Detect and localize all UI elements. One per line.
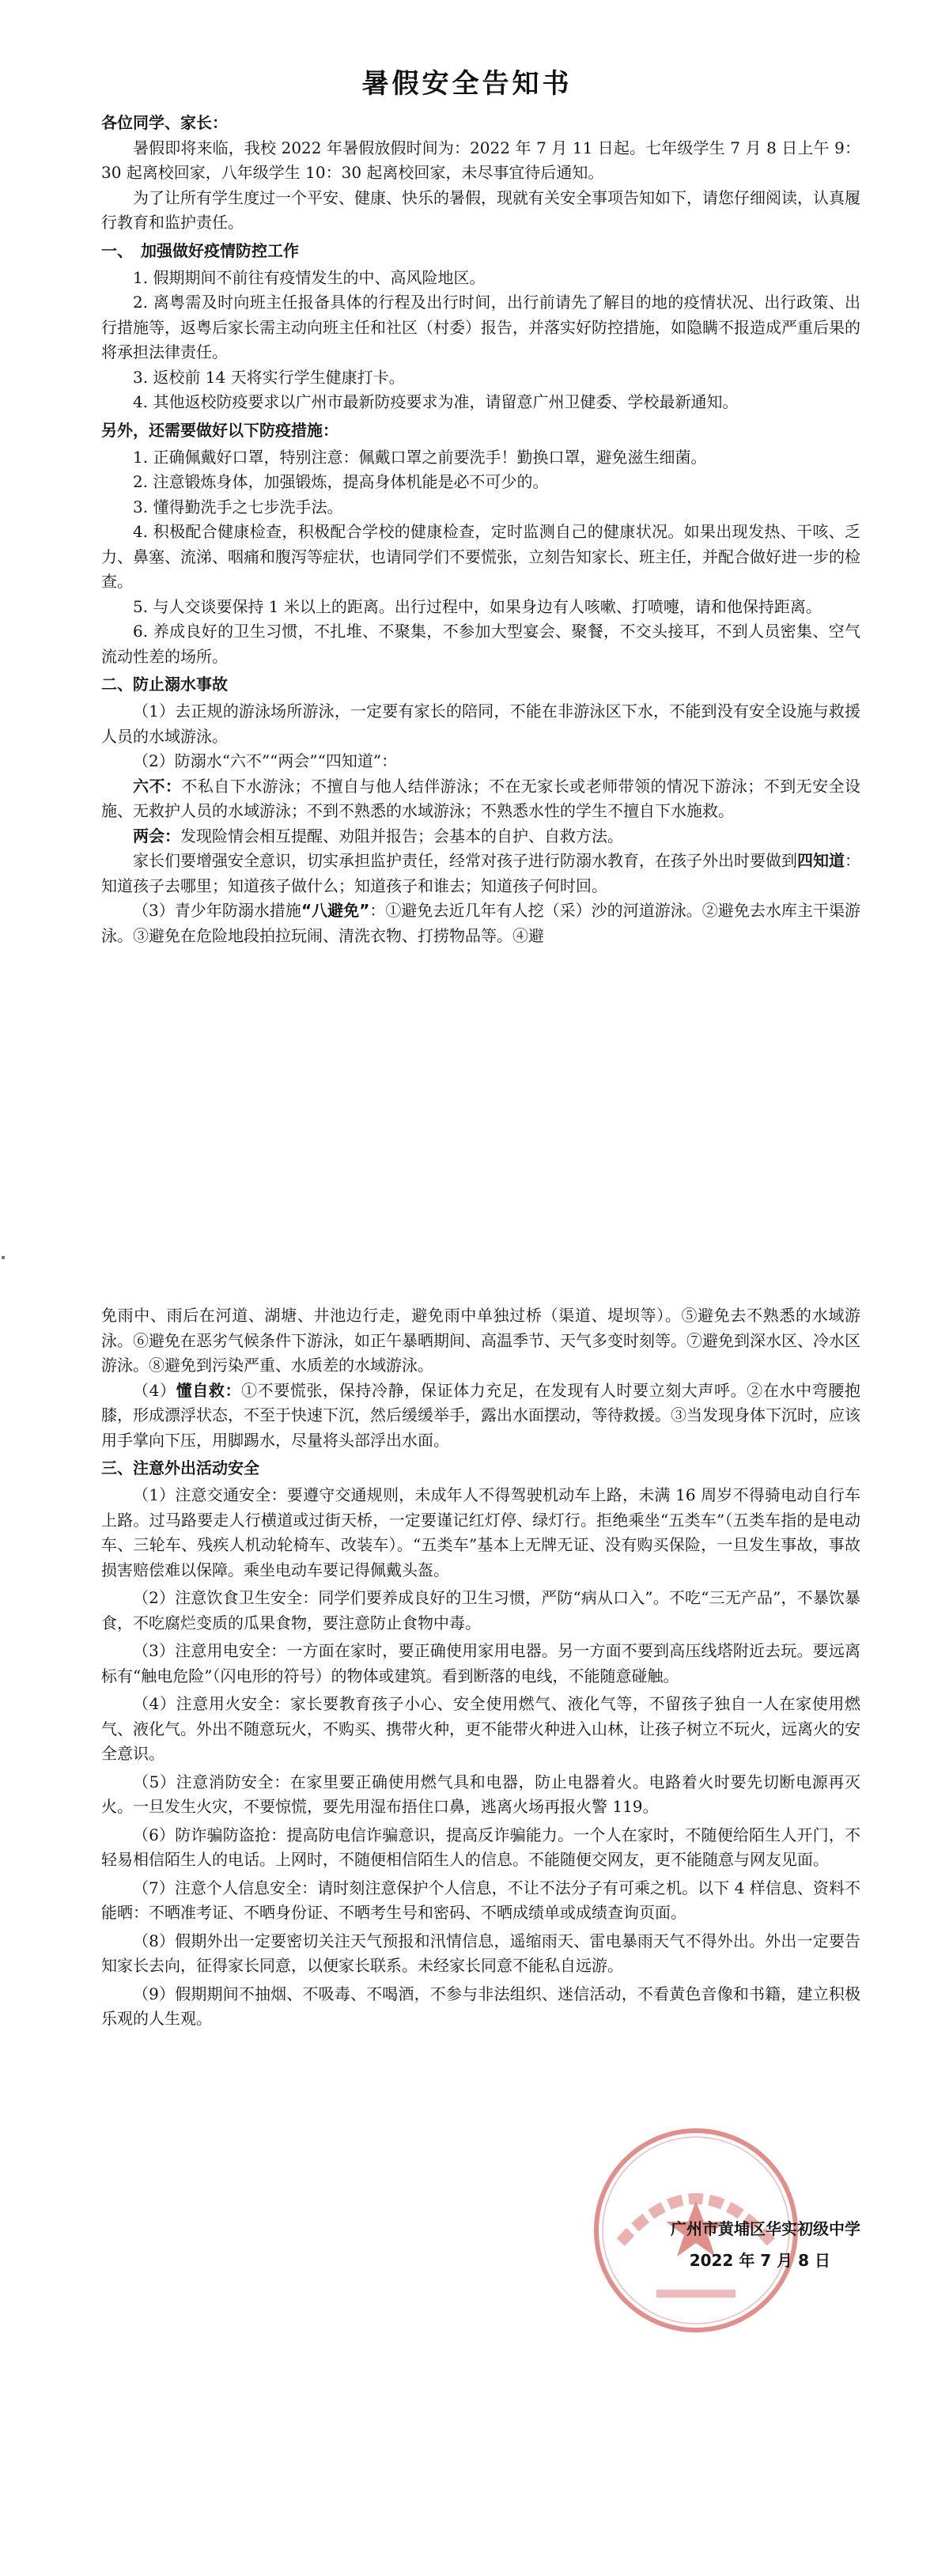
page-title: 暑假安全告知书 [361,68,573,100]
six-nots-text: 不私自下水游泳；不擅自与他人结伴游泳；不在无家长或老师带领的情况下游泳；不到无安全设施、无救护人员的水域游泳；不到不熟悉的水域游泳；不熟悉水性的学生不擅自下水施救。 [101,776,861,820]
list-item: （9）假期期间不抽烟、不吸毒、不喝酒，不参与非法组织、迷信活动，不看黄色音像和书籍，建立积极乐观的人生观。 [101,1984,860,2028]
four-knows-paragraph [101,849,860,898]
drowning-paragraph-1: （1）去正规的游泳场所游泳，一定要有家长的陪同，不能在非游泳区下水，不能到没有安全设施与救援人员的水域游泳。 [101,702,860,746]
greeting: 各位同学、家长： [101,113,228,132]
epidemic-measures-heading: 另外，还需要做好以下防疫措施： [101,420,338,440]
list-item: 3. 懂得勤洗手之七步洗手法。 [133,497,343,516]
section-3-heading: 三、注意外出活动安全 [101,1458,259,1477]
list-item: 4. 其他返校防疫要求以广州市最新防疫要求为准，请留意广州卫健委、学校最新通知。 [133,392,739,411]
two-cans-text: 发现险情会相互提醒、劝阻并报告；会基本的自护、自救方法。 [180,826,623,845]
drowning-paragraph-2: （2）防溺水“六不”“两会”“四知道”： [133,751,398,770]
list-item: （2）注意饮食卫生安全：同学们要养成良好的卫生习惯，严防“病从口入”。不吃“三无产品”，不暴饮暴食，不吃腐烂变质的瓜果食物，要注意防止食物中毒。 [101,1588,860,1632]
section-2-heading: 二、防止溺水事故 [101,675,228,694]
list-item: 1. 假期期间不前往有疫情发生的中、高风险地区。 [133,267,486,287]
list-item: 2. 注意锻炼身体，加强锻炼，提高身体机能是必不可少的。 [133,472,549,491]
list-item: （8）假期外出一定要密切关注天气预报和汛情信息，遥缩雨天、雷电暴雨天气不得外出。外出一定要告知家长去向，征得家长同意，以便家长联系。未经家长同意不能私自远游。 [101,1931,860,1975]
six-nots-paragraph [101,774,860,824]
self-rescue-label: 懂自救： [176,1380,242,1400]
list-item: 6. 养成良好的卫生习惯，不扎堆、不聚集，不参加大型宴会、聚餐，不交头接耳，不到人员密集、空气流动性差的场所。 [101,622,860,666]
list-item: （5）注意消防安全：在家里要正确使用燃气具和电器，防止电器着火。电路着火时要先切断电源再灭火。一旦发生火灾，不要惊慌，要先用湿布捂住口鼻，逃离火场再报火警 119。 [101,1772,860,1816]
notice-part-2 [101,1303,860,2032]
self-rescue-num: （4） [133,1380,176,1400]
page-edge-mark [2,1256,5,1259]
list-item: （1）注意交通安全：要遵守交通规则，未成年人不得驾驶机动车上路，未满 16 周岁不得骑电动自行车上路。过马路要走人行横道或过街天桥，一定要谨记红灯停、绿灯行。拒绝乘坐“五类车”（五类车指的是电动车、三轮车、残疾人机动轮椅车、改装车）。“五类车”基本上无牌无证、没有购买保险，一旦发生事故，事故损害赔偿难以保障。乘坐电动车要记得佩戴头盔。 [101,1485,860,1579]
four-knows-label: 四知道 [797,851,845,870]
school-signature: 广州市黄埔区华实初级中学 [671,2219,860,2238]
list-item: （4）注意用火安全：家长要教育孩子小心、安全使用燃气、液化气等，不留孩子独自一人在家使用燃气、液化气。外出不随意玩火，不购买、携带火种，更不能带火种进入山林，让孩子树立不玩火，远离火的安全意识。 [101,1694,860,1763]
two-cans-paragraph [101,824,860,849]
list-item: （6）防诈骗防盗抢：提高防电信诈骗意识，提高反诈骗能力。一个人在家时，不随便给陌生人开门，不轻易相信陌生人的电话。上网时，不随便相信陌生人的信息。不能随便交网友，更不能随意与网友见面。 [101,1825,860,1869]
eight-avoids-paragraph-end: 免雨中、雨后在河道、湖塘、井池边行走，避免雨中单独过桥（渠道、堤坝等）。⑤避免去不熟悉的水域游泳。⑥避免在恶劣气候条件下游泳，如正午暴晒期间、高温季节、天气多变时刻等。⑦避免到深水区、冷水区游泳。⑧避免到污染严重、水质差的水域游泳。 [101,1306,860,1375]
notice-part-1 [101,111,860,948]
list-item: 2. 离粤需及时向班主任报备具体的行程及出行时间，出行前请先了解目的地的疫情状况、出行政策、出行措施等，返粤后家长需主动向班主任和社区（村委）报告，并落实好防控措施，如隐瞒不报造成严重后果的将承担法律责任。 [101,293,860,361]
intro-paragraph-1: 暑假即将来临，我校 2022 年暑假放假时间为：2022 年 7 月 11 日起。七年级学生 7 月 8 日上午 9：30 起离校回家，八年级学生 10：30 起离校回家，未尽事宜待后通知。 [101,138,860,182]
four-knows-intro: 家长们要增强安全意识，切实承担监护责任，经常对孩子进行防溺水教育，在孩子外出时要做到 [133,851,797,870]
self-rescue-text: ①不要慌张，保持冷静，保证体力充足，在发现有人时要立刻大声呼。②在水中弯腰抱膝，形成漂浮状态，不至于快速下沉，然后缓缓举手，露出水面摆动，等待救援。③当发现身体下沉时，应该用手掌向下压，用脚踢水，尽量将头部浮出水面。 [101,1380,861,1450]
list-item: （7）注意个人信息安全：请时刻注意保护个人信息，不让不法分子有可乘之机。以下 4 样信息、资料不能晒：不晒准考证、不晒身份证、不晒考生号和密码、不晒成绩单或成绩查询页面。 [101,1878,860,1922]
two-cans-label: 两会： [133,826,180,845]
list-item: 5. 与人交谈要保持 1 米以上的距离。出行过程中，如果身边有人咳嗽、打喷嚏，请和他保持距离。 [133,596,822,616]
intro-paragraph-2: 为了让所有学生度过一个平安、健康、快乐的暑假，现就有关安全事项告知如下，请您仔细阅读，认真履行教育和监护责任。 [101,187,860,232]
list-item: 3. 返校前 14 天将实行学生健康打卡。 [133,367,405,387]
list-item: （3）注意用电安全：一方面在家时，要正确使用家用电器。另一方面不要到高压线塔附近去玩。要远离标有“触电危险”（闪电形的符号）的物体或建筑。看到断落的电线，不能随意碰触。 [101,1641,860,1685]
eight-avoids-text-a: ：①避免去近几年有人挖（采）沙的河道游泳。②避免去水库主干渠游泳。③避免在危险地段拍拉玩闹、清洗衣物、打捞物品等。④避 [101,901,860,945]
signature-date: 2022 年 7 月 8 日 [689,2251,830,2270]
self-rescue-paragraph [101,1379,860,1454]
eight-avoids-paragraph-start [101,898,860,948]
eight-avoids-label: “八避免” [301,901,370,920]
four-knows-text: ：知道孩子去哪里；知道孩子做什么；知道孩子和谁去；知道孩子何时回。 [101,851,860,895]
list-item: 1. 正确佩戴好口罩，特别注意：佩戴口罩之前要洗手！勤换口罩，避免滋生细菌。 [133,447,707,467]
section-1-heading: 一、 加强做好疫情防控工作 [101,240,299,260]
list-item: 4. 积极配合健康检查，积极配合学校的健康检查，定时监测自己的健康状况。如果出现发热、干咳、乏力、鼻塞、流涕、咽痛和腹泻等症状，也请同学们不要慌张，立刻告知家长、班主任，并配合做好进一步的检查。 [101,522,860,591]
six-nots-label: 六不： [133,776,182,796]
eight-avoids-intro: （3）青少年防溺水措施 [133,901,301,920]
